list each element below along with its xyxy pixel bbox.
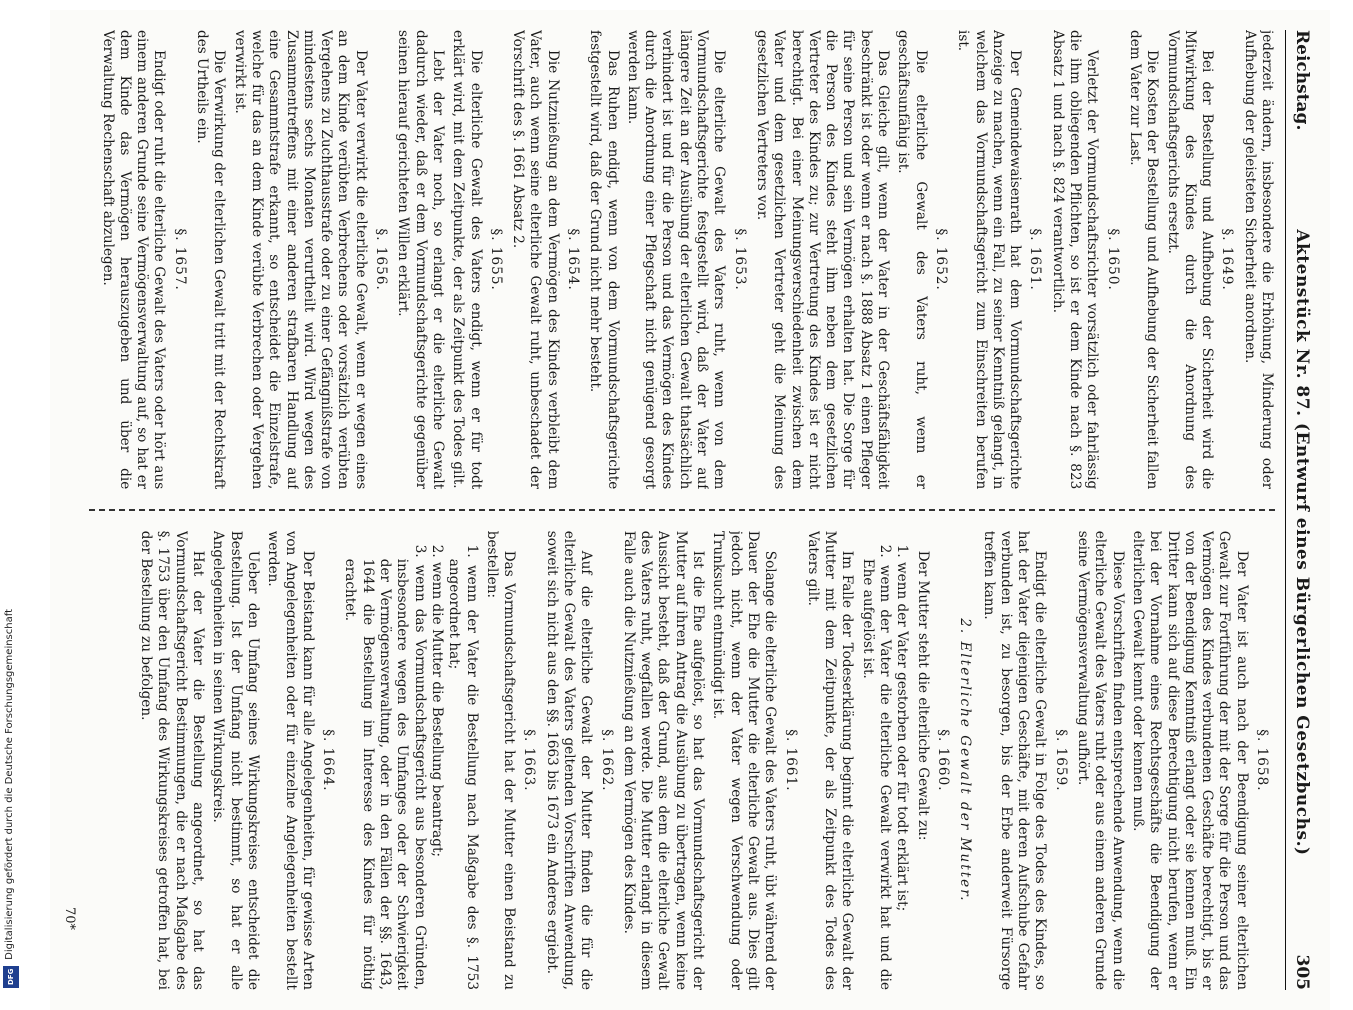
- section-heading: §. 1652.: [932, 228, 949, 291]
- paragraph: Die Kosten der Bestellung und Aufhebung der Sicherheit fallen dem Vater zur Last.: [1126, 30, 1161, 490]
- section-heading: §. 1650.: [1104, 228, 1121, 291]
- header-left: Reichstag.: [1292, 30, 1312, 131]
- text-columns: [85, 30, 1275, 990]
- paragraph: Der Gemeindewaisenrath hat dem Vormundschaftsgerichte Anzeige zu machen, wenn ein Fall, zu seiner Kenntniß gelangt, in welchem das Vormundschaftsgericht zum Einschreiten berufen ist.: [955, 30, 1024, 490]
- list-item: 1. wenn der Vater die Bestellung nach Maßgabe des §. 1753 angeordnet hat;: [446, 544, 480, 990]
- paragraph: Ist die Ehe aufgelöst, so hat das Vormundschaftsgericht der Mutter auf ihren Antrag die Ausübung zu übertragen, wenn keine Aussicht besteht, daß der Grund, aus dem die elterliche Gewalt des Vaters ruht, wegfallen werde. Die Mutter erlangt in diesem Falle auch die Nutznießung an dem Vermögen des Kindes.: [620, 530, 707, 990]
- section-heading: §. 1656.: [373, 228, 390, 291]
- paragraph: Endigt die elterliche Gewalt in Folge des Todes des Kindes, so hat der Vater diejenigen Geschäfte, mit deren Aufschube Gefahr verbunden ist, zu besorgen, bis der Erbe anderweit Fürsorge treffen kann.: [980, 530, 1049, 990]
- numbered-list: [341, 545, 479, 990]
- right-column: [85, 531, 1275, 990]
- section-heading: §. 1649.: [1219, 228, 1236, 291]
- paragraph: Lebt der Vater noch, so erlangt er die elterliche Gewalt dadurch wieder, daß er dem Vormundschaftsgerichte gegenüber seinen hierauf gerichteten Willen erklärt.: [395, 30, 446, 490]
- numbered-list: [858, 545, 910, 990]
- paragraph: Das Vormundschaftsgericht hat der Mutter einen Beistand zu bestellen:: [483, 530, 518, 990]
- paragraph: Die elterliche Gewalt des Vaters ruht, wenn er geschäftsunfähig ist.: [895, 30, 929, 490]
- paragraph: Bei der Bestellung und Aufhebung der Sicherheit wird die Mitwirkung des Kindes durch die Anordnung des Vormundschaftsgerichts ersetzt.: [1164, 30, 1216, 490]
- header-title: Aktenstück Nr. 87. (Entwurf eines Bürgerlichen Gesetzbuchs.): [1292, 229, 1312, 856]
- list-item: 2. wenn der Vater die elterliche Gewalt verwirkt hat und die Ehe aufgelöst ist.: [859, 544, 894, 990]
- paragraph: Die elterliche Gewalt des Vaters ruht, wenn von dem Vormundschaftsgerichte festgestellt wird, daß der Vater auf längere Zeit an der Ausübung der elterlichen Gewalt thatsächlich verhindert ist und für die Person und das Vermögen des Kindes durch die Anordnung einer Pflegschaft nicht genügend gesorgt werden kann.: [624, 30, 728, 490]
- paragraph: Das Ruhen endigt, wenn von dem Vormundschaftsgerichte festgestellt wird, daß der Grund nicht mehr besteht.: [587, 30, 621, 490]
- section-heading: §. 1660.: [934, 729, 951, 792]
- section-heading: §. 1655.: [487, 228, 504, 291]
- paragraph: Der Beistand kann für alle Angelegenheiten, für gewisse Arten von Angelegenheiten oder für einzelne Angelegenheiten bestellt werden.: [265, 530, 316, 990]
- page-footer-mark: 70*: [62, 906, 77, 930]
- paragraph: Die Verwirkung der elterlichen Gewalt tritt mit der Rechtskraft des Urtheils ein.: [194, 30, 228, 490]
- paragraph: Verletzt der Vormundschaftsrichter vorsätzlich oder fahrlässig die ihm obliegenden Pflichten, so ist er dem Kinde nach §. 823 Absatz 1 und nach §. 824 verantwortlich.: [1049, 30, 1101, 490]
- section-heading: §. 1651.: [1027, 228, 1044, 291]
- section-heading: §. 1657.: [171, 228, 188, 291]
- left-column: [85, 30, 1275, 489]
- running-header: [1285, 30, 1312, 990]
- section-heading: §. 1659.: [1052, 729, 1069, 792]
- paragraph: jederzeit ändern, insbesondere die Erhöhung, Minderung oder Aufhebung der geleisteten Sicherheit anordnen.: [1241, 30, 1275, 490]
- paragraph: Endigt oder ruht die elterliche Gewalt des Vaters oder hört aus einem anderen Grunde seine Vermögensverwaltung auf, so hat er dem Kinde das Vermögen herauszugeben und über die Verwaltung Rechenschaft abzulegen.: [99, 30, 168, 490]
- paragraph: Auf die elterliche Gewalt der Mutter finden die für die elterliche Gewalt des Vaters geltenden Vorschriften Anwendung, soweit sich nicht aus den §§. 1663 bis 1673 ein Anderes ergiebt.: [543, 530, 595, 990]
- scanned-page: [50, 10, 1330, 1010]
- list-item: 3. wenn das Vormundschaftsgericht aus besonderen Gründen, insbesondere wegen des Umfanges oder der Schwierigkeit der Vermögensverwaltung, oder in den Fällen der §§. 1643, 1644 die Bestellung im Interesse des Kindes für nöthig erachtet.: [342, 544, 428, 990]
- chapter-heading: 2. Elterliche Gewalt der Mutter.: [957, 618, 974, 903]
- paragraph: Der Mutter steht die elterliche Gewalt zu:: [914, 550, 931, 841]
- section-heading: §. 1658.: [1254, 729, 1270, 792]
- digitization-credit: [0, 470, 22, 990]
- section-heading: §. 1662.: [598, 729, 615, 792]
- dfg-logo: DFG: [3, 966, 19, 988]
- paragraph: Die elterliche Gewalt des Vaters endigt, wenn er für todt erklärt wird, mit dem Zeitpunkte, der als Zeitpunkt des Todes gilt.: [450, 30, 484, 490]
- list-item: 1. wenn der Vater gestorben oder für todt erklärt ist;: [894, 544, 911, 912]
- paragraph: Der Vater ist auch nach der Beendigung seiner elterlichen Gewalt zur Fortführung der mit der Sorge für die Person und das Vermögen des Kindes verbundenen Geschäfte berechtigt, bis er von der Beendigung Kenntniß erlangt oder sie kennen muß. Ein Dritter kann sich auf diese Berechtigung nicht berufen, wenn er bei der Vornahme eines Rechtsgeschäfts die Beendigung der elterlichen Gewalt kennt oder kennen muß.: [1129, 530, 1250, 990]
- section-heading: §. 1661.: [782, 729, 799, 792]
- paragraph: Diese Vorschriften finden entsprechende Anwendung, wenn die elterliche Gewalt des Vaters ruht oder aus einem anderen Grunde seine Vermögensverwaltung aufhört.: [1075, 530, 1126, 990]
- section-heading: §. 1653.: [731, 228, 748, 291]
- paragraph: Die Nutznießung an dem Vermögen des Kindes verbleibt dem Vater, auch wenn seine elterliche Gewalt ruht, unbeschadet der Vorschrift des §. 1661 Absatz 2.: [510, 30, 561, 490]
- paragraph: Hat der Vater die Bestellung angeordnet, so hat das Vormundschaftsgericht Bestimmungen, die er nach Maßgabe des §. 1753 über den Umfang des Wirkungskreises getroffen hat, bei der Bestellung zu befolgen.: [138, 530, 207, 990]
- section-heading: §. 1654.: [565, 228, 582, 291]
- paragraph: Das Gleiche gilt, wenn der Vater in der Geschäftsfähigkeit beschränkt ist oder wenn er nach §. 1888 Absatz 1 einen Pfleger für seine Person und sein Vermögen erhalten hat. Die Sorge für die Person des Kindes steht ihm neben dem gesetzlichen Vertreter des Kindes zu; zur Vertretung des Kindes ist er nicht berechtigt. Bei einer Meinungsverschiedenheit zwischen dem Vater und dem gesetzlichen Vertreter geht die Meinung des gesetzlichen Vertreters vor.: [753, 30, 892, 490]
- credit-text: Digitalisierung gefördert durch die Deutsche Forschungsgemeinschaft: [4, 609, 15, 960]
- paragraph: Im Falle der Todeserklärung beginnt die elterliche Gewalt der Mutter mit dem Zeitpunkte, der als Zeitpunkt des Todes des Vaters gilt.: [804, 530, 856, 990]
- paragraph: Ueber den Umfang seines Wirkungskreises entscheidet die Bestellung. Ist der Umfang nicht bestimmt, so hat er alle Angelegenheiten in seinen Wirkungskreis.: [210, 530, 261, 990]
- paragraph: Der Vater verwirkt die elterliche Gewalt, wenn er wegen eines an dem Kinde verübten Verbrechens oder vorsätzlich verübten Vergehens zu Zuchthausstrafe oder zu einer Gefängnißstrafe von mindestens sechs Monaten verurtheilt wird. Wird wegen des Zusammentreffens mit einer anderen strafbaren Handlung auf eine Gesammtstrafe erkannt, so entscheidet die Einzelstrafe, welche für das an dem Kinde verübte Verbrechen oder Vergehen verwirkt ist.: [231, 30, 369, 490]
- paragraph: Solange die elterliche Gewalt des Vaters ruht, übt während der Dauer der Ehe die Mutter die elterliche Gewalt aus. Dies gilt jedoch nicht, wenn der Vater wegen Verschwendung oder Trunksucht entmündigt ist.: [710, 530, 779, 990]
- list-item: 2. wenn die Mutter die Bestellung beantragt;: [428, 544, 445, 858]
- section-heading: §. 1663.: [521, 729, 538, 792]
- column-divider: [85, 509, 1275, 511]
- section-heading: §. 1664.: [320, 729, 337, 792]
- page-number: 305: [1292, 954, 1312, 990]
